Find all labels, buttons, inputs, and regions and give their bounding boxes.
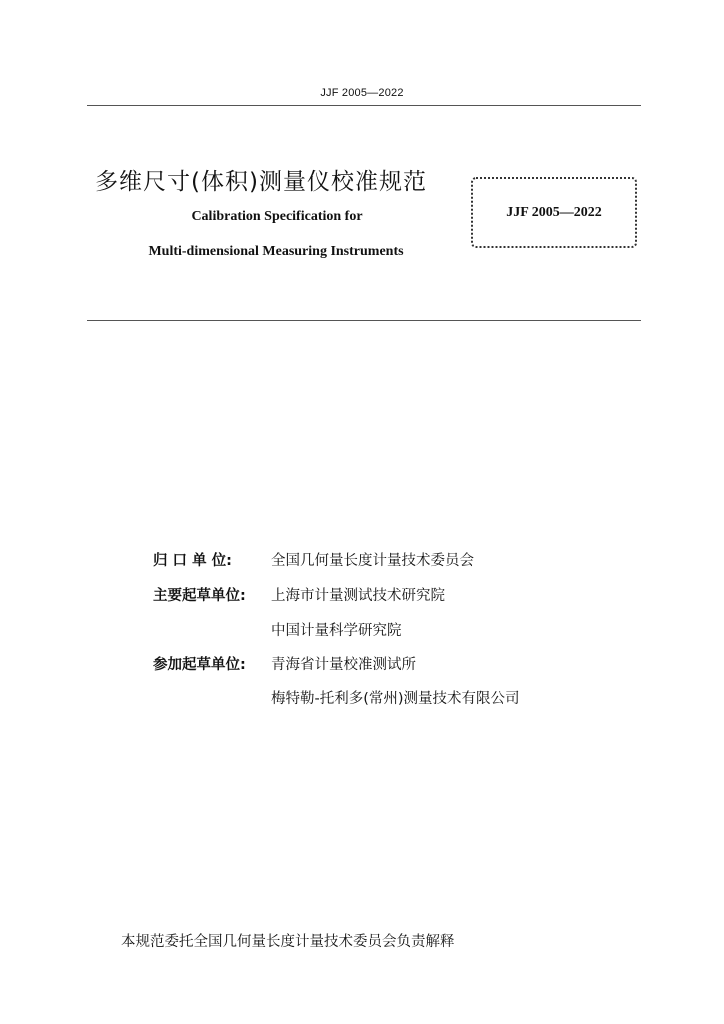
participating-unit-value: 青海省计量校准测试所 [271, 657, 416, 673]
english-title-line-2: Multi-dimensional Measuring Instruments [148, 244, 404, 259]
header-divider [87, 105, 641, 106]
running-header-code: JJF 2005—2022 [320, 87, 404, 99]
english-title-line-1: Calibration Specification for [191, 209, 363, 224]
drafting-unit-label: 主要起草单位: [153, 588, 246, 604]
standard-code: JJF 2005—2022 [506, 205, 602, 220]
participating-unit-label: 参加起草单位: [153, 657, 246, 673]
interpretation-note: 本规范委托全国几何量长度计量技术委员会负责解释 [121, 934, 455, 950]
drafting-unit-value: 中国计量科学研究院 [271, 623, 402, 639]
drafting-unit-value: 上海市计量测试技术研究院 [271, 588, 445, 604]
participating-unit-value: 梅特勒-托利多(常州)测量技术有限公司 [271, 691, 520, 707]
chinese-title: 多维尺寸(体积)测量仪校准规范 [95, 169, 427, 195]
responsible-unit-label: 归 口 单 位: [153, 553, 232, 569]
title-divider [87, 320, 641, 321]
responsible-unit-value: 全国几何量长度计量技术委员会 [271, 553, 474, 569]
standard-code-box [471, 177, 637, 248]
